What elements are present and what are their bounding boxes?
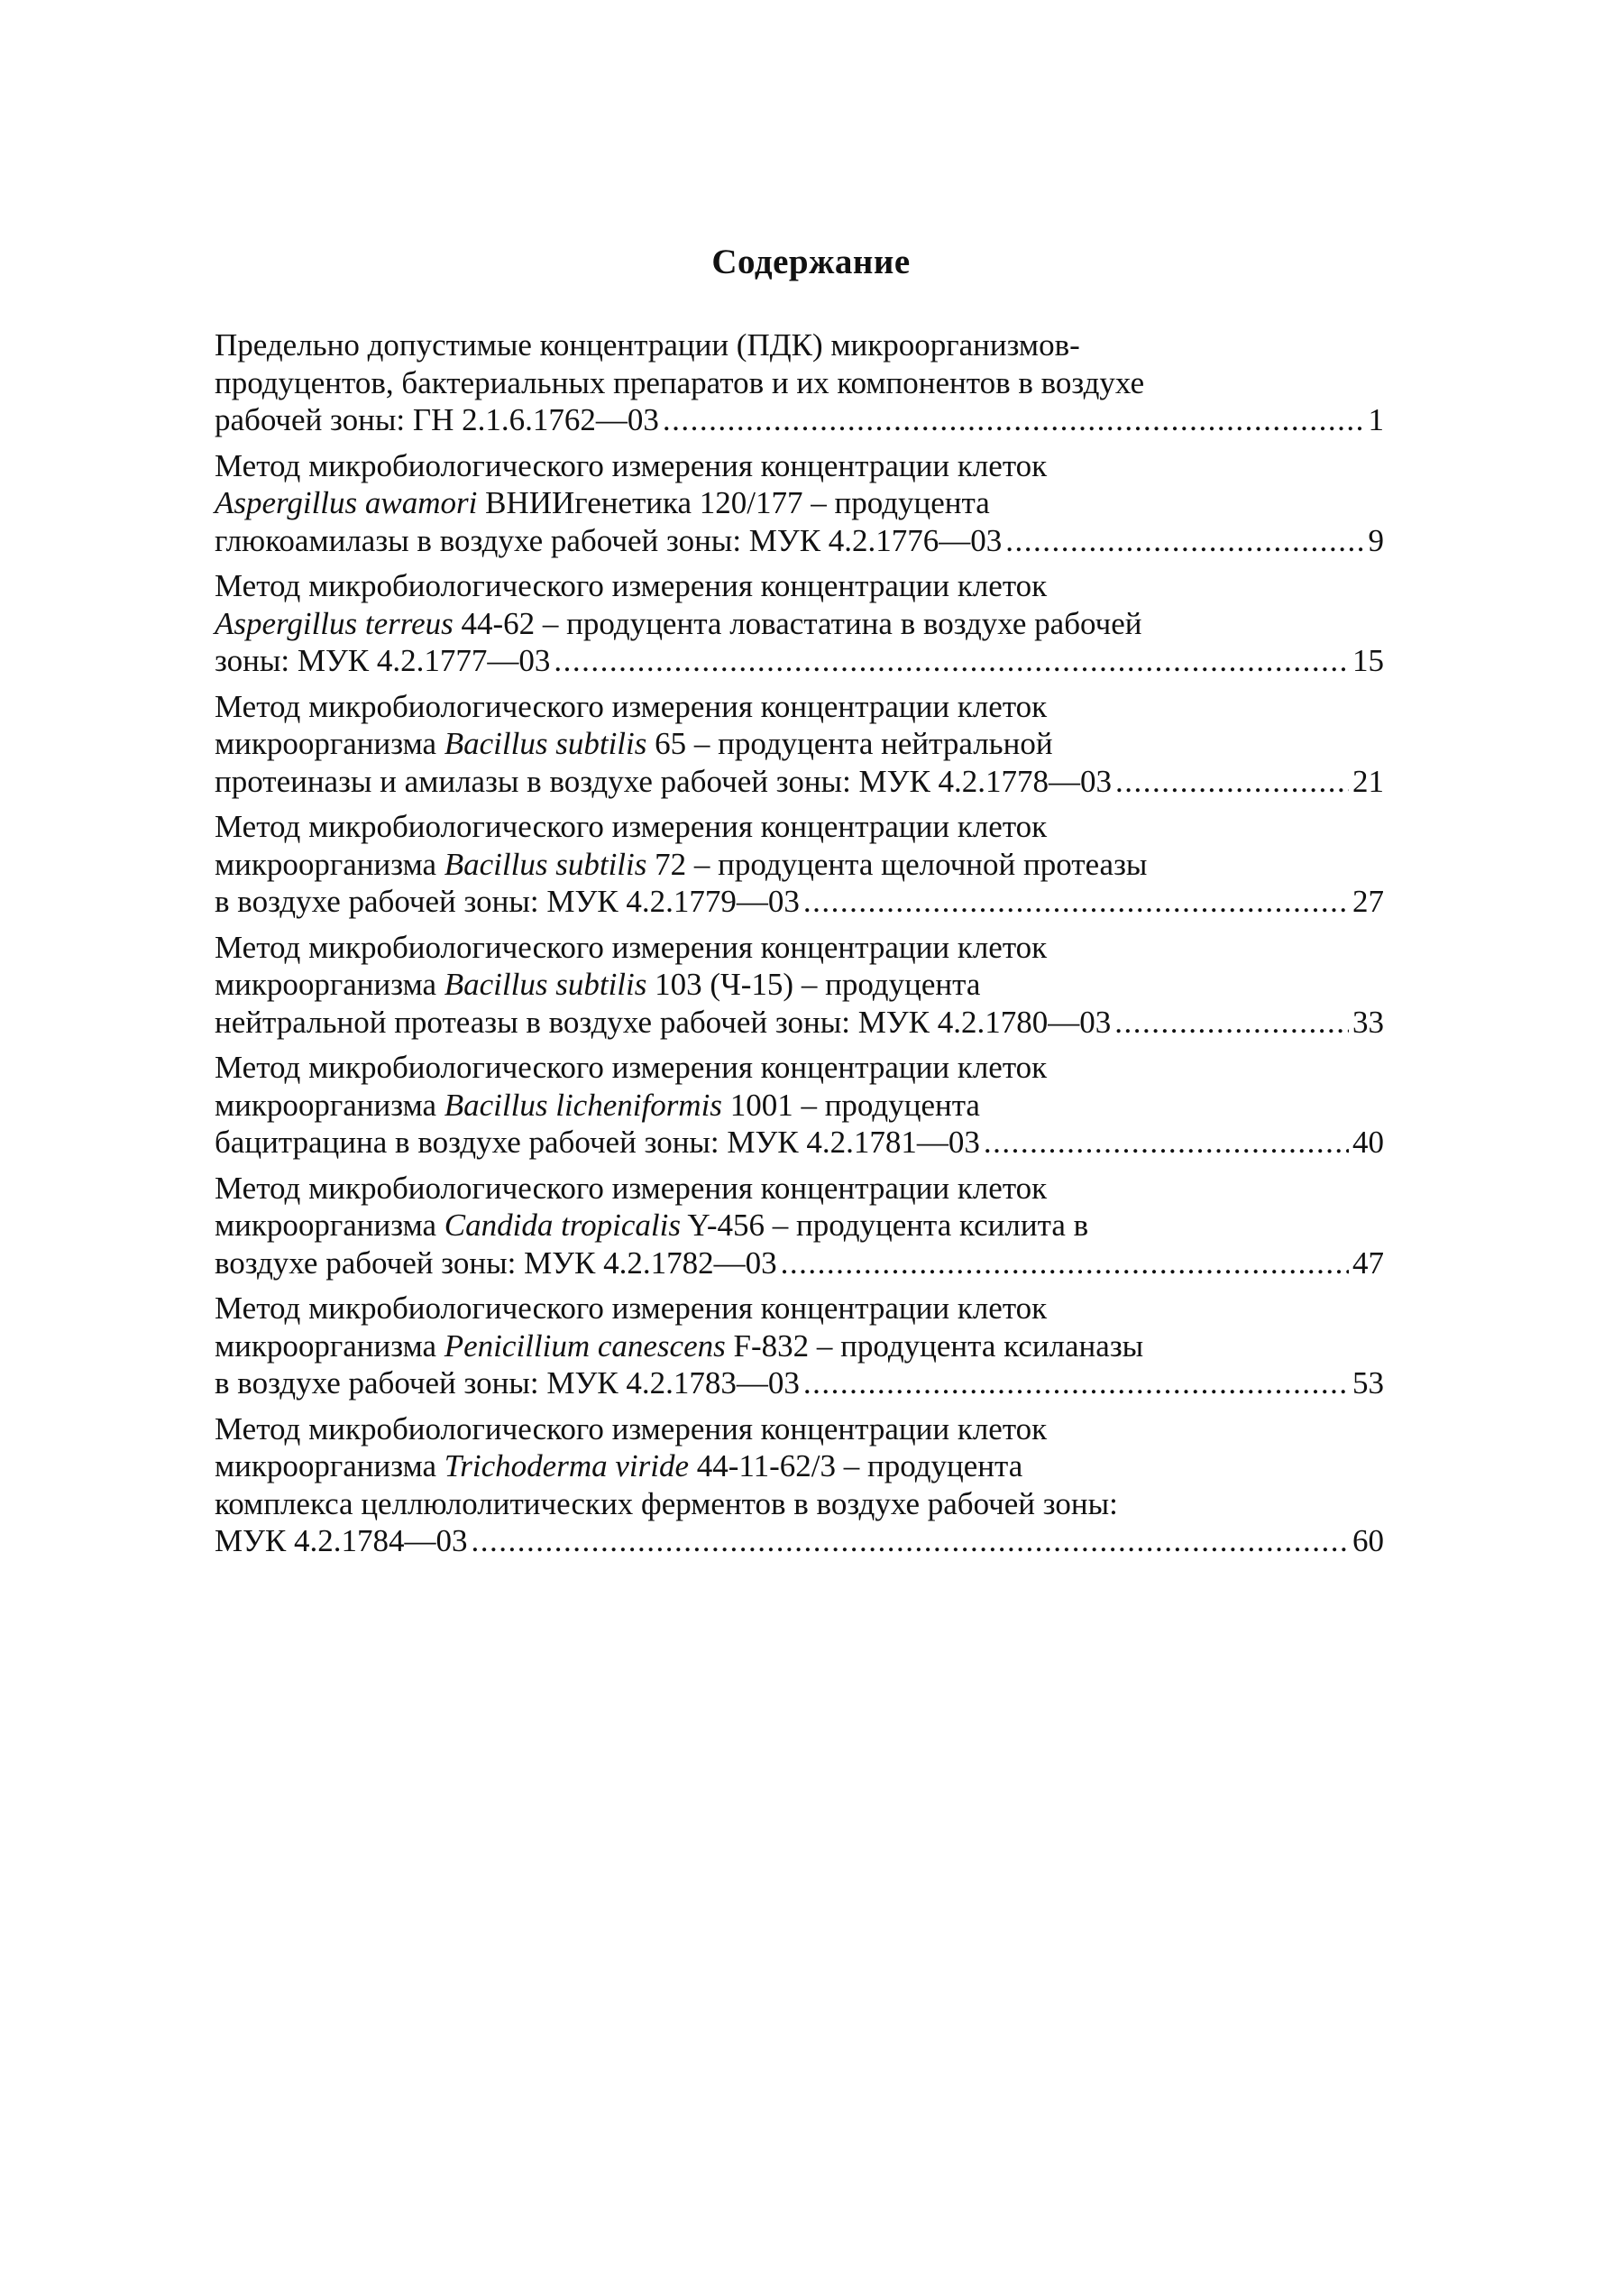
- page-number: 9: [1368, 522, 1384, 558]
- entry-line-text: Метод микробиологического измерения концентрации клеток: [215, 568, 1048, 603]
- entry-line-text: Метод микробиологического измерения концентрации клеток: [215, 1290, 1048, 1326]
- toc-entry-line: [215, 484, 1384, 522]
- entry-line-text: 65 – продуцента нейтральной: [646, 726, 1053, 761]
- leader-dots: [1114, 1004, 1349, 1042]
- entry-document-code: воздухе рабочей зоны: МУК 4.2.1782—03: [215, 1244, 777, 1281]
- entry-line-text: Предельно допустимые концентрации (ПДК) микроорганизмов-: [215, 327, 1080, 363]
- toc-entry: [215, 1170, 1384, 1282]
- toc-entry: [215, 929, 1384, 1042]
- organism-name: Trichoderma viride: [444, 1448, 689, 1483]
- page-title: Содержание: [711, 243, 911, 281]
- page-number: 15: [1352, 643, 1384, 678]
- entry-line-text: 103 (Ч-15) – продуцента: [646, 967, 981, 1002]
- leader-dots: [984, 1124, 1349, 1162]
- entry-line-text: Y-456 – продуцента ксилита в: [680, 1208, 1089, 1243]
- toc-entry-line: [215, 326, 1384, 364]
- entry-line-prefix: микроорганизма: [215, 1448, 444, 1483]
- organism-name: Bacillus subtilis: [444, 846, 647, 882]
- leader-dots: [472, 1522, 1350, 1560]
- toc-entry-last-line: [215, 1004, 1384, 1042]
- entry-document-code: протеиназы и амилазы в воздухе рабочей зоны: МУК 4.2.1778—03: [215, 763, 1113, 799]
- toc-entry-last-line: [215, 1522, 1384, 1560]
- toc-entry-line: [215, 1485, 1384, 1523]
- toc-entry-line: [215, 929, 1384, 967]
- organism-name: Candida tropicalis: [444, 1208, 681, 1243]
- organism-name: Aspergillus awamori: [215, 485, 478, 520]
- toc-entry-line: [215, 1207, 1384, 1244]
- entry-line-text: 44-62 – продуцента ловастатина в воздухе рабочей: [453, 605, 1142, 641]
- toc-entry-last-line: [215, 1124, 1384, 1162]
- entry-line-text: Метод микробиологического измерения концентрации клеток: [215, 1050, 1048, 1085]
- entry-line-prefix: микроорганизма: [215, 726, 444, 761]
- toc-entry: [215, 1410, 1384, 1560]
- page-number: 47: [1352, 1244, 1384, 1281]
- toc-entry-line: [215, 688, 1384, 726]
- entry-document-code: зоны: МУК 4.2.1777—03: [215, 643, 551, 678]
- toc-entry-line: [215, 808, 1384, 846]
- leader-dots: [781, 1244, 1349, 1282]
- leader-dots: [803, 883, 1349, 921]
- organism-name: Bacillus subtilis: [444, 967, 647, 1002]
- organism-name: Bacillus licheniformis: [444, 1087, 722, 1123]
- toc-entry-last-line: [215, 883, 1384, 921]
- organism-name: Penicillium canescens: [444, 1327, 726, 1364]
- toc-entry-line: [215, 966, 1384, 1004]
- toc-entry-line: [215, 1410, 1384, 1448]
- page-number: 27: [1352, 884, 1384, 919]
- entry-line-text: Метод микробиологического измерения концентрации клеток: [215, 688, 1048, 724]
- entry-line-prefix: микроорганизма: [215, 1327, 444, 1364]
- entry-line-text: Метод микробиологического измерения концентрации клеток: [215, 447, 1048, 483]
- toc-entry: [215, 808, 1384, 921]
- toc-entry: [215, 1049, 1384, 1162]
- toc-entry-line: [215, 846, 1384, 884]
- toc-entry-line: [215, 1447, 1384, 1485]
- leader-dots: [663, 401, 1365, 439]
- page-number: 40: [1352, 1125, 1384, 1160]
- toc-entry-line: [215, 1087, 1384, 1125]
- leader-dots: [803, 1364, 1349, 1402]
- entry-line-text: Метод микробиологического измерения концентрации клеток: [215, 1170, 1048, 1206]
- toc-entry-line: [215, 1290, 1384, 1327]
- toc-entry-last-line: [215, 522, 1384, 560]
- toc-entry-line: [215, 725, 1384, 763]
- entry-line-prefix: микроорганизма: [215, 1208, 444, 1243]
- page-number: 1: [1368, 402, 1384, 437]
- toc-entry-last-line: [215, 1244, 1384, 1282]
- organism-name: Aspergillus terreus: [215, 605, 454, 641]
- toc-entry: [215, 326, 1384, 439]
- toc-entry: [215, 1290, 1384, 1402]
- toc-entry-line: [215, 605, 1384, 643]
- entry-document-code: в воздухе рабочей зоны: МУК 4.2.1779—03: [215, 884, 800, 919]
- toc-entry-line: [215, 447, 1384, 485]
- toc-entry-line: [215, 1327, 1384, 1365]
- page-number: 33: [1352, 1004, 1384, 1040]
- entry-line-text: 72 – продуцента щелочной протеазы: [646, 846, 1148, 882]
- toc-entry-line: [215, 1049, 1384, 1087]
- entry-line-text: Метод микробиологического измерения концентрации клеток: [215, 1410, 1048, 1446]
- entry-line-text: Метод микробиологического измерения концентрации клеток: [215, 929, 1048, 965]
- entry-line-text: ВНИИгенетика 120/177 – продуцента: [477, 485, 990, 520]
- toc-entry: [215, 447, 1384, 560]
- toc-entry-line: [215, 364, 1384, 402]
- organism-name: Bacillus subtilis: [444, 726, 647, 761]
- entry-line-text: комплекса целлюлолитических ферментов в воздухе рабочей зоны:: [215, 1485, 1118, 1521]
- entry-document-code: рабочей зоны: ГН 2.1.6.1762—03: [215, 402, 659, 437]
- entry-document-code: глюкоамилазы в воздухе рабочей зоны: МУК 4.2.1776—03: [215, 522, 1003, 558]
- toc-entry-last-line: [215, 401, 1384, 439]
- entry-document-code: в воздухе рабочей зоны: МУК 4.2.1783—03: [215, 1365, 800, 1401]
- entry-document-code: МУК 4.2.1784—03: [215, 1523, 468, 1558]
- page-number: 53: [1352, 1365, 1384, 1401]
- entry-line-text: F-832 – продуцента ксиланазы: [725, 1327, 1144, 1364]
- leader-dots: [1115, 763, 1349, 801]
- toc-entry-last-line: [215, 763, 1384, 801]
- toc-entry-last-line: [215, 642, 1384, 680]
- table-of-contents: [215, 326, 1384, 1568]
- entry-document-code: нейтральной протеазы в воздухе рабочей зоны: МУК 4.2.1780—03: [215, 1004, 1112, 1040]
- entry-line-prefix: микроорганизма: [215, 967, 444, 1002]
- toc-entry: [215, 688, 1384, 801]
- entry-line-text: 1001 – продуцента: [721, 1087, 980, 1123]
- toc-entry-line: [215, 1170, 1384, 1208]
- entry-line-prefix: микроорганизма: [215, 1087, 444, 1123]
- entry-line-text: Метод микробиологического измерения концентрации клеток: [215, 809, 1048, 844]
- toc-entry-last-line: [215, 1364, 1384, 1402]
- entry-line-text: продуцентов, бактериальных препаратов и их компонентов в воздухе: [215, 364, 1145, 400]
- page-number: 60: [1352, 1523, 1384, 1558]
- toc-entry-line: [215, 567, 1384, 605]
- entry-line-text: 44-11-62/3 – продуцента: [689, 1448, 1023, 1483]
- entry-document-code: бацитрацина в воздухе рабочей зоны: МУК 4.2.1781—03: [215, 1125, 980, 1160]
- leader-dots: [554, 642, 1349, 680]
- entry-line-prefix: микроорганизма: [215, 846, 444, 882]
- page-number: 21: [1352, 763, 1384, 799]
- leader-dots: [1005, 522, 1364, 560]
- toc-entry: [215, 567, 1384, 680]
